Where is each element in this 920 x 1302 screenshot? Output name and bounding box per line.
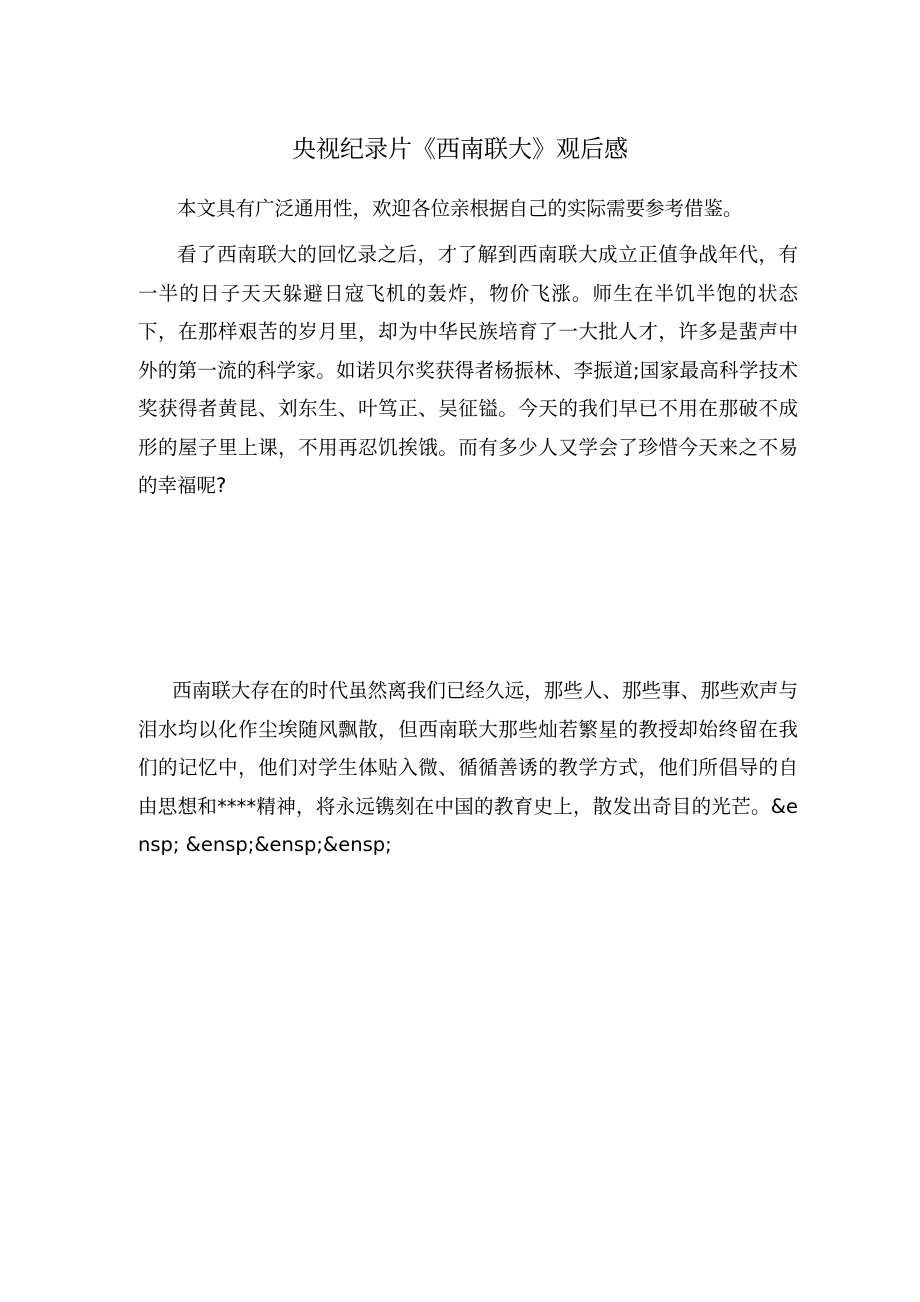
intro-paragraph: 本文具有广泛通用性，欢迎各位亲根据自己的实际需要参考借鉴。 <box>177 197 743 220</box>
document-title: 央视纪录片《西南联大》观后感 <box>292 135 628 163</box>
body-paragraph-1: 看了西南联大的回忆录之后，才了解到西南联大成立正值争战年代，有一半的日子天天躲避日寇飞机的轰炸，物价飞涨。师生在半饥半饱的状态下，在那样艰苦的岁月里，却为中华民族培育了一大批人才，许多是蜚声中外的第一流的科学家。如诺贝尔奖获得者杨振林、李振道;国家最高科学技术奖获得者黄昆、刘东生、叶笃正、吴征镒。今天的我们早已不用在那破不成形的屋子里上课，不用再忍饥挨饿。而有多少人又学会了珍惜今天来之不易的幸福呢? <box>138 243 798 497</box>
body-paragraph-2: 西南联大存在的时代虽然离我们已经久远，那些人、那些事、那些欢声与泪水均以化作尘埃随风飘散，但西南联大那些灿若繁星的教授却始终留在我们的记忆中，他们对学生体贴入微、循循善诱的教学方式，他们所倡导的自由思想和****精神，将永远镌刻在中国的教育史上，散发出奇目的光芒。&ensp; &ensp;&ensp;&ensp; <box>138 679 798 856</box>
